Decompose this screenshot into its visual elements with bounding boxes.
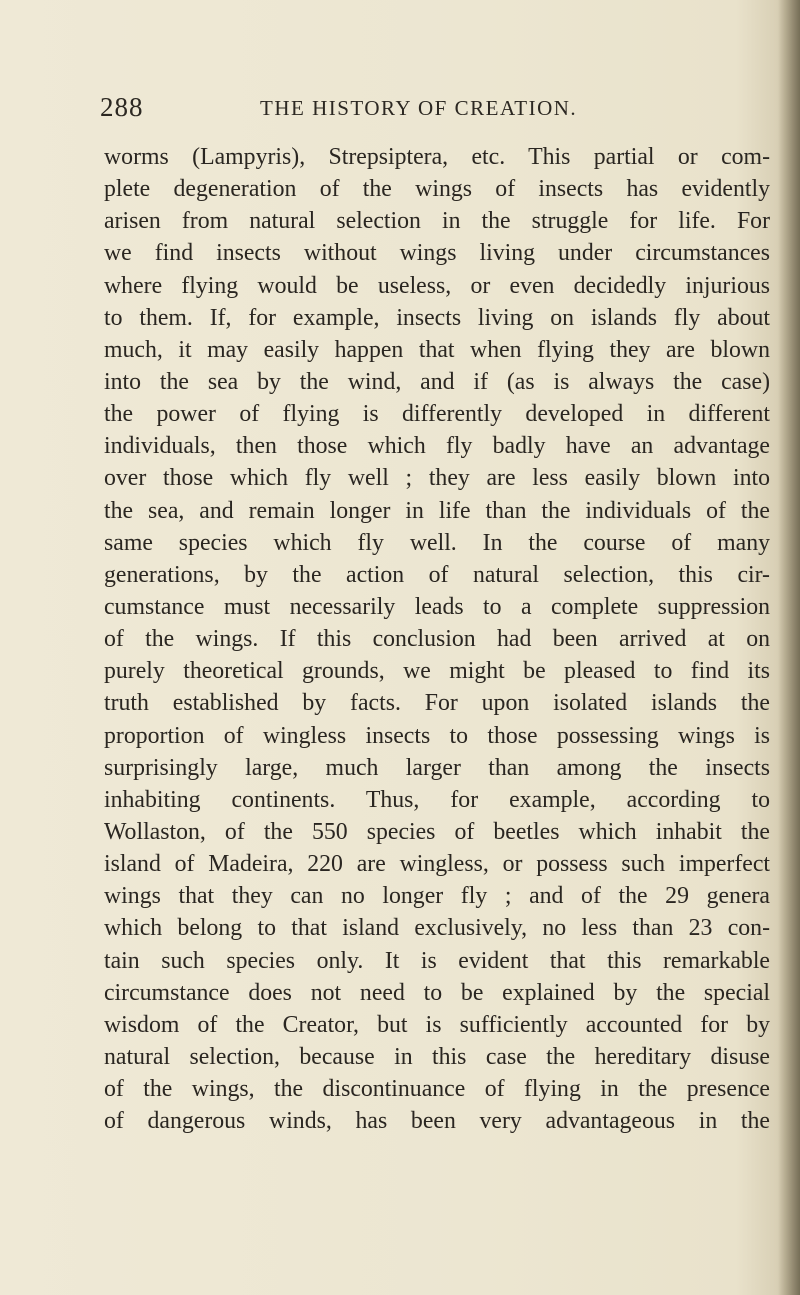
text-line: we find insects without wings living under circumstances <box>104 240 770 267</box>
text-line: of the wings, the discontinuance of flying in the presence <box>104 1076 770 1103</box>
text-line: tain such species only. It is evident that this remarkable <box>104 947 770 974</box>
text-line: of dangerous winds, has been very advantageous in the <box>104 1108 770 1135</box>
text-line: which belong to that island exclusively, no less than 23 con- <box>104 915 770 942</box>
text-line: island of Madeira, 220 are wingless, or possess such imperfect <box>104 851 770 878</box>
text-line: circumstance does not need to be explained by the special <box>104 979 770 1006</box>
text-line: plete degeneration of the wings of insects has evidently <box>104 176 770 203</box>
text-line: over those which fly well ; they are less easily blown into <box>104 465 770 492</box>
text-line: the power of flying is differently developed in different <box>104 401 770 428</box>
text-line: individuals, then those which fly badly have an advantage <box>104 433 770 460</box>
text-line: surprisingly large, much larger than among the insects <box>104 754 770 781</box>
running-title: THE HISTORY OF CREATION. <box>260 96 578 120</box>
page-number: 288 <box>100 92 144 122</box>
text-line: into the sea by the wind, and if (as is always the case) <box>104 368 770 395</box>
text-line: much, it may easily happen that when flying they are blown <box>104 336 770 363</box>
text-line: to them. If, for example, insects living on islands fly about <box>104 304 770 331</box>
page-edge-shadow <box>778 0 800 1295</box>
text-line: inhabiting continents. Thus, for example, according to <box>104 786 770 813</box>
text-line: of the wings. If this conclusion had been arrived at on <box>104 626 770 653</box>
text-line: wings that they can no longer fly ; and of the 29 genera <box>104 883 770 910</box>
body-text <box>104 141 770 1137</box>
text-line: cumstance must necessarily leads to a complete suppression <box>104 593 770 620</box>
text-line: arisen from natural selection in the struggle for life. For <box>104 208 770 235</box>
text-line: proportion of wingless insects to those possessing wings is <box>104 722 770 749</box>
text-line: where flying would be useless, or even decidedly injurious <box>104 272 770 299</box>
text-line: natural selection, because in this case the hereditary disuse <box>104 1043 770 1070</box>
text-line: wisdom of the Creator, but is sufficiently accounted for by <box>104 1011 770 1038</box>
text-line: same species which fly well. In the course of many <box>104 529 770 556</box>
text-line: Wollaston, of the 550 species of beetles which inhabit the <box>104 818 770 845</box>
text-line: generations, by the action of natural selection, this cir- <box>104 561 770 588</box>
text-line: the sea, and remain longer in life than the individuals of the <box>104 497 770 524</box>
text-line: worms (Lampyris), Strepsiptera, etc. This partial or com- <box>104 144 770 170</box>
text-line: truth established by facts. For upon isolated islands the <box>104 690 770 717</box>
page-header <box>100 92 780 132</box>
text-line: purely theoretical grounds, we might be pleased to find its <box>104 658 770 685</box>
